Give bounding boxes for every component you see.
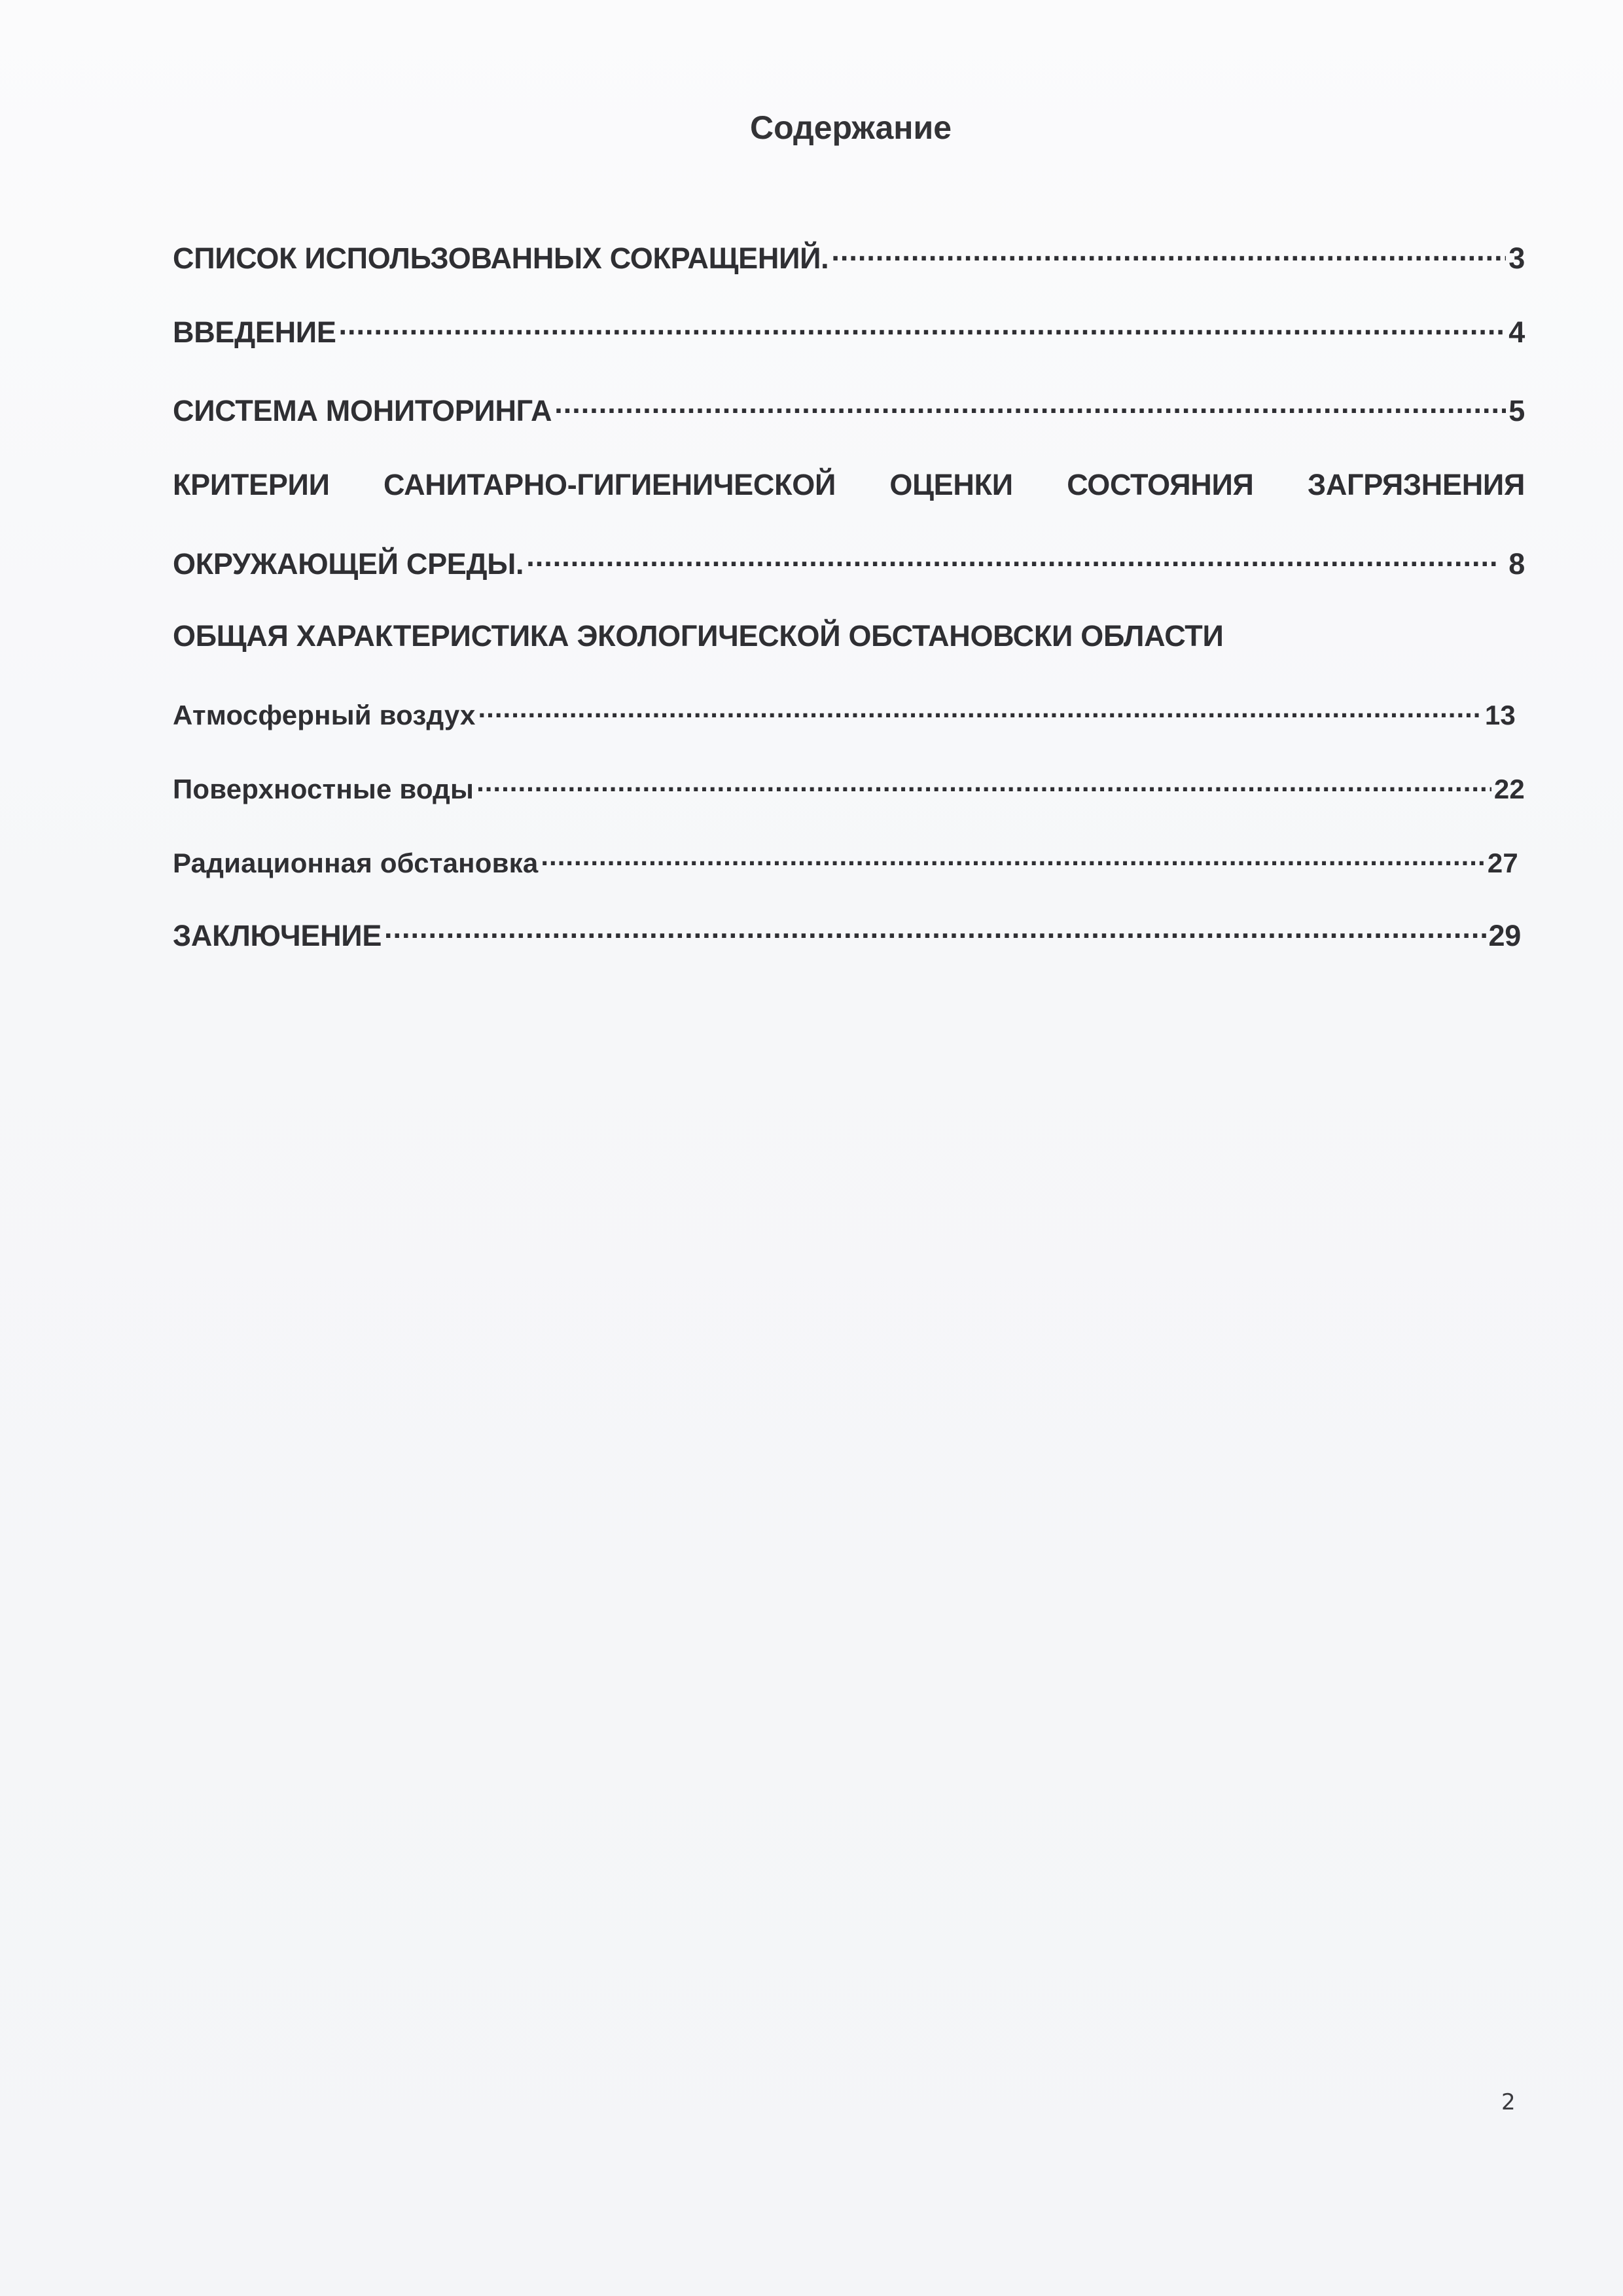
- toc-entry-page: 4: [1508, 315, 1525, 349]
- toc-entry[interactable]: [173, 313, 1525, 350]
- toc-section-heading[interactable]: [173, 619, 1224, 653]
- toc-dot-leader: [554, 391, 1506, 421]
- toc-entry-page: 8: [1508, 547, 1525, 581]
- toc-entry-page: 27: [1487, 848, 1518, 878]
- toc-entry-label: Атмосферный воздух: [173, 700, 476, 730]
- toc-word: ЗАГРЯЗНЕНИЯ: [1307, 468, 1525, 501]
- toc-entry-label: Поверхностные воды: [173, 774, 474, 804]
- toc-entry-page: 5: [1508, 394, 1525, 427]
- toc-subentry[interactable]: [173, 771, 1525, 805]
- toc-dot-leader: [339, 313, 1507, 342]
- toc-word: САНИТАРНО-ГИГИЕНИЧЕСКОЙ: [383, 468, 836, 501]
- toc-entry-label: Радиационная обстановка: [173, 848, 539, 878]
- toc-dot-leader: [478, 697, 1482, 725]
- page-number: 2: [1501, 2089, 1516, 2115]
- toc-entry[interactable]: [173, 239, 1525, 276]
- toc-entry-label: СИСТЕМА МОНИТОРИНГА: [173, 394, 552, 427]
- toc-dot-leader: [526, 545, 1497, 574]
- toc-word: КРИТЕРИИ: [173, 468, 330, 501]
- toc-entry-label: ЗАКЛЮЧЕНИЕ: [173, 919, 382, 952]
- toc-dot-leader: [476, 771, 1491, 798]
- toc-dot-leader: [541, 845, 1485, 872]
- toc-dot-leader: [384, 916, 1486, 946]
- toc-entry-label: ОБЩАЯ ХАРАКТЕРИСТИКА ЭКОЛОГИЧЕСКОЙ ОБСТАНОВСКИ ОБЛАСТИ: [173, 619, 1224, 653]
- toc-entry-label-justified: [173, 468, 1525, 502]
- toc-entry-page: 3: [1508, 242, 1525, 275]
- toc-entry[interactable]: [173, 391, 1525, 428]
- toc-entry-page: 13: [1484, 700, 1516, 730]
- toc-entry-label: ОКРУЖАЮЩЕЙ СРЕДЫ.: [173, 547, 524, 581]
- toc-entry-page: 29: [1488, 919, 1521, 952]
- toc-word: ОЦЕНКИ: [889, 468, 1013, 501]
- toc-entry[interactable]: [173, 916, 1521, 953]
- toc-entry-label: СПИСОК ИСПОЛЬЗОВАННЫХ СОКРАЩЕНИЙ.: [173, 242, 829, 275]
- toc-entry-label: ВВЕДЕНИЕ: [173, 315, 336, 349]
- toc-subentry[interactable]: [173, 697, 1516, 731]
- toc-subentry[interactable]: [173, 845, 1518, 879]
- toc-entry-page: 22: [1493, 774, 1525, 804]
- page-title: Содержание: [749, 109, 952, 146]
- toc-dot-leader: [831, 239, 1506, 268]
- toc-word: СОСТОЯНИЯ: [1067, 468, 1254, 501]
- toc-entry-multiline-second[interactable]: [173, 545, 1525, 581]
- toc-entry-multiline-first[interactable]: [173, 468, 1525, 502]
